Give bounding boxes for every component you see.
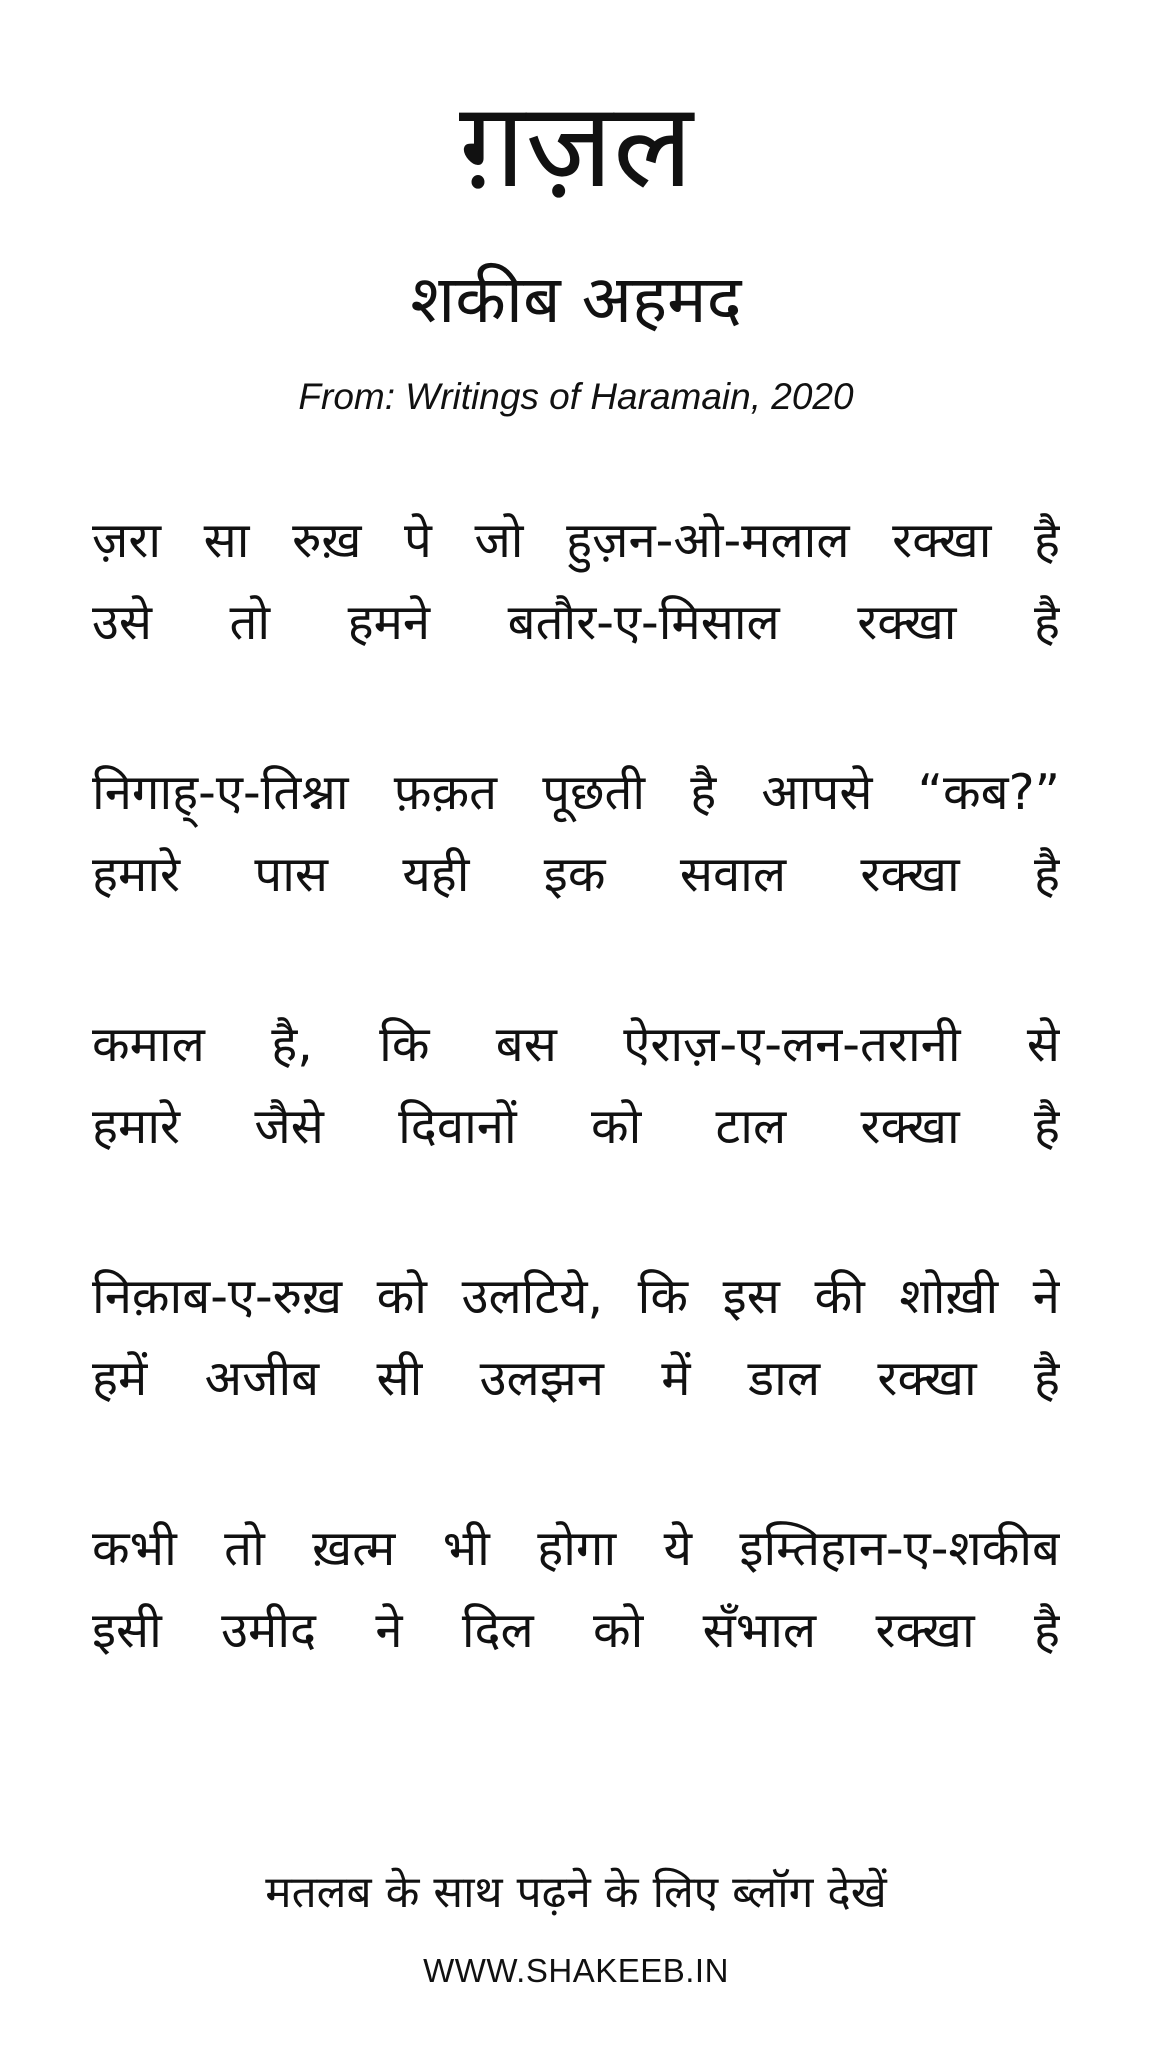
- author-name: शकीब अहमद: [410, 261, 742, 338]
- stanza-2-line-1: निगाह्-ए-तिश्ना फ़क़त पूछती है आपसे “कब?”: [92, 764, 1060, 821]
- stanza-2: [92, 752, 1060, 916]
- stanza-4-line-2: हमें अजीब सी उलझन में डाल रक्खा है: [92, 1350, 1060, 1407]
- poem-title: ग़ज़ल: [459, 76, 693, 214]
- stanza-2-line-2: हमारे पास यही इक सवाल रक्खा है: [92, 846, 1060, 903]
- stanza-5: [92, 1508, 1060, 1672]
- stanza-3-line-2: हमारे जैसे दिवानों को टाल रक्खा है: [92, 1098, 1060, 1155]
- stanza-4: [92, 1256, 1060, 1420]
- stanza-1-line-1: ज़रा सा रुख़ पे जो हुज़न-ओ-मलाल रक्खा है: [92, 512, 1060, 569]
- stanza-3-line-1: कमाल है, कि बस ऐराज़-ए-लन-तरानी से: [92, 1016, 1060, 1073]
- website-url: WWW.SHAKEEB.IN: [423, 1952, 729, 1989]
- stanza-1-line-2: उसे तो हमने बतौर-ए-मिसाल रक्खा है: [92, 594, 1060, 651]
- source-citation: From: Writings of Haramain, 2020: [298, 376, 854, 417]
- stanza-4-line-1: निक़ाब-ए-रुख़ को उलटिये, कि इस की शोख़ी ने: [92, 1268, 1060, 1325]
- stanza-3: [92, 1004, 1060, 1168]
- stanza-1: [92, 500, 1060, 664]
- stanza-5-line-1: कभी तो ख़त्म भी होगा ये इम्तिहान-ए-शकीब: [92, 1520, 1060, 1577]
- blog-note: मतलब के साथ पढ़ने के लिए ब्लॉग देखें: [265, 1867, 887, 1918]
- stanza-5-line-2: इसी उमीद ने दिल को सँभाल रक्खा है: [92, 1602, 1060, 1659]
